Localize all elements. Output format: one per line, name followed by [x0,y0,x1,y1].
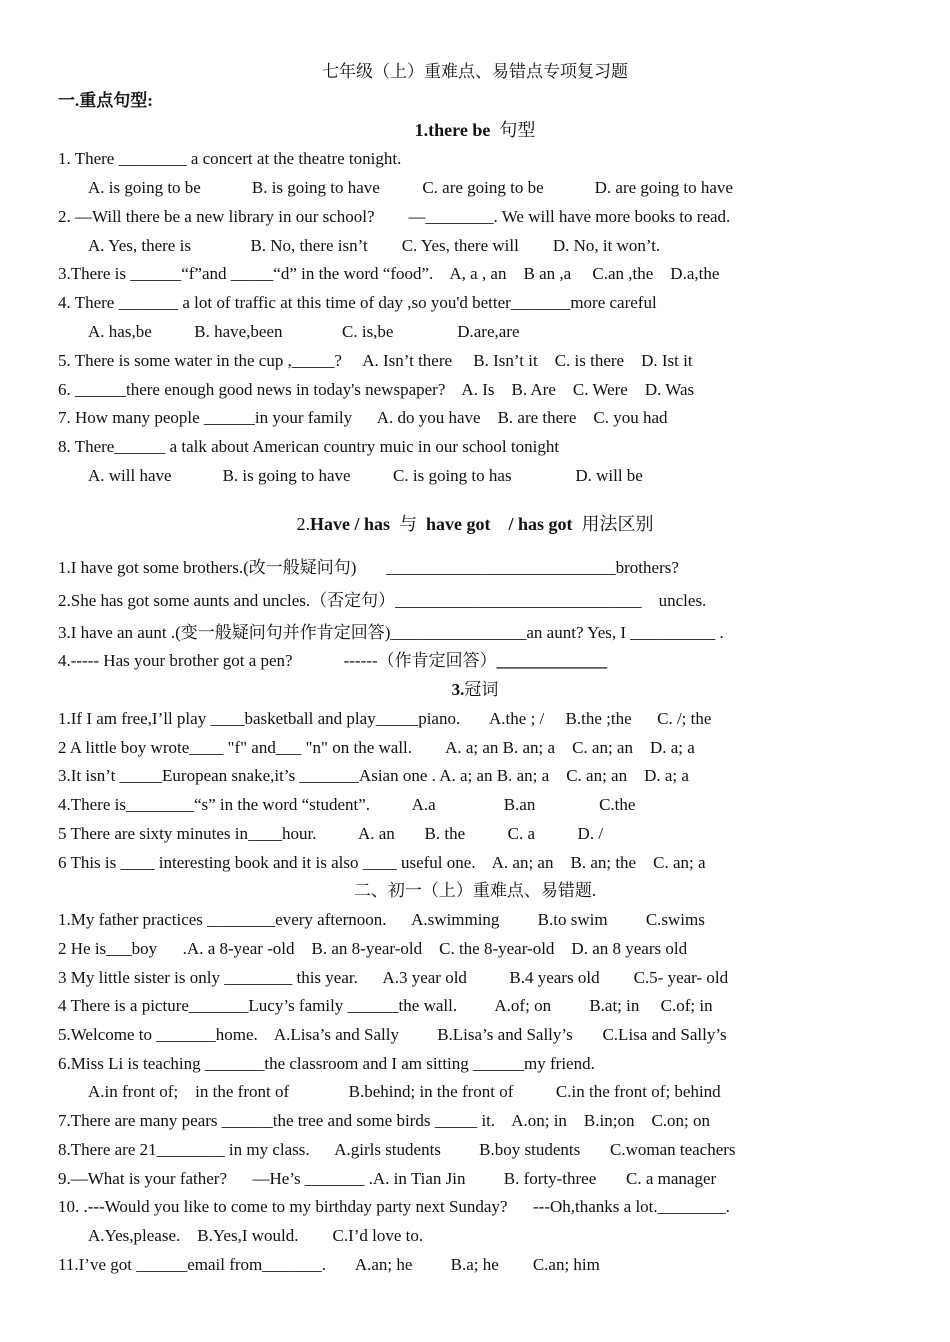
question-line: 6 This is ____ interesting book and it is also ____ useful one. A. an; an B. an; the C. an; a [58,853,706,872]
question-line: 5.Welcome to _______home. A.Lisa’s and Sally B.Lisa’s and Sally’s C.Lisa and Sally’s [58,1025,727,1044]
question-line: 2.She has got some aunts and uncles.（否定句）_____________________________ uncles. [58,591,707,610]
question-line: 1.I have got some brothers.(改一般疑问句) ___________________________brothers? [58,558,679,577]
section1-heading: 一.重点句型: [58,91,153,110]
question-line: 7.There are many pears ______the tree and some birds _____ it. A.on; in B.in;on C.on; on [58,1111,711,1130]
question-line: 3.It isn’t _____European snake,it’s _______Asian one . A. a; an B. an; a C. an; an D. a; a [58,766,689,785]
part1-title [0,119,950,141]
question-line: 4 There is a picture_______Lucy’s family ______the wall. A.of; on B.at; in C.of; in [58,996,713,1015]
options-line: A. will have B. is going to have C. is going to has D. will be [88,466,643,485]
question-line: 6. ______there enough good news in today's newspaper? A. Is B. Are C. Were D. Was [58,380,695,399]
question-line: 6.Miss Li is teaching _______the classroom and I am sitting ______my friend. [58,1054,595,1073]
question-line: 1.If I am free,I’ll play ____basketball and play_____piano. A.the ; / B.the ;the C. /; the [58,709,712,728]
question-line: 1.My father practices ________every afternoon. A.swimming B.to swim C.swims [58,910,705,929]
question-line: 8. There______ a talk about American country muic in our school tonight [58,437,560,456]
question-line: 2. —Will there be a new library in our school? —________. We will have more books to read. [58,207,731,226]
question-line: 11.I’ve got ______email from_______. A.an; he B.a; he C.an; him [58,1255,600,1274]
question-text: 4.----- Has your brother got a pen? ------（作肯定回答） [58,651,497,670]
options-line: A. Yes, there is B. No, there isn’t C. Yes, there will D. No, it won’t. [88,236,661,255]
options-line: A.Yes,please. B.Yes,I would. C.I’d love to. [88,1226,424,1245]
part2-title-rest: 用法区别 [572,514,654,534]
document-title: 七年级（上）重难点、易错点专项复习题 [322,62,628,81]
question-line: 2 A little boy wrote____ "f" and___ "n" on the wall. A. a; an B. an; a C. an; an D. a; a [58,738,695,757]
question-line: 2 He is___boy .A. a 8-year -old B. an 8-year-old C. the 8-year-old D. an 8 years old [58,939,688,958]
answer-blank: _____________ [496,651,608,670]
question-line: 8.There are 21________ in my class. A.girls students B.boy students C.woman teachers [58,1140,736,1159]
question-line: 3.There is ______“f”and _____“d” in the word “food”. A, a , an B an ,a C.an ,the D.a,the [58,264,720,283]
section2-heading: 二、初一（上）重难点、易错题. [353,881,597,900]
part2-title-and: 与 [390,514,426,534]
question-line: 1. There ________ a concert at the theatre tonight. [58,149,402,168]
question-line: 4. There _______ a lot of traffic at this time of day ,so you'd better_______more careful [58,293,657,312]
part3-title-rest: 冠词 [464,680,499,699]
part2-title-num: 2. [296,514,310,534]
question-line: 4.There is________“s” in the word “student”. A.a B.an C.the [58,795,636,814]
options-line: A.in front of; in the front of B.behind; in the front of C.in the front of; behind [88,1082,721,1101]
question-line: 3.I have an aunt .(变一般疑问句并作肯定回答)________________an aunt? Yes, I __________ . [58,623,724,642]
part1-title-rest: 句型 [490,120,536,140]
question-line: 7. How many people ______in your family A. do you have B. are there C. you had [58,408,668,427]
question-line: 5. There is some water in the cup ,_____? A. Isn’t there B. Isn’t it C. is there D. Ist it [58,351,693,370]
part2-title [0,513,950,535]
part3-title [0,679,950,701]
question-line: 9.—What is your father? —He’s _______ .A. in Tian Jin B. forty-three C. a manager [58,1169,717,1188]
part2-title-havegot: have got / has got [426,514,573,534]
options-line: A. has,be B. have,been C. is,be D.are,are [88,322,520,341]
question-line [58,650,607,672]
part3-title-num: 3. [451,680,465,699]
part1-title-bold: 1.there be [414,120,491,140]
part2-title-have: Have / has [309,514,390,534]
question-line: 3 My little sister is only ________ this year. A.3 year old B.4 years old C.5- year- old [58,968,729,987]
question-line: 5 There are sixty minutes in____hour. A. an B. the C. a D. / [58,824,604,843]
question-line: 10. .---Would you like to come to my birthday party next Sunday? ---Oh,thanks a lot.________. [58,1197,730,1216]
options-line: A. is going to be B. is going to have C. are going to be D. are going to have [88,178,733,197]
